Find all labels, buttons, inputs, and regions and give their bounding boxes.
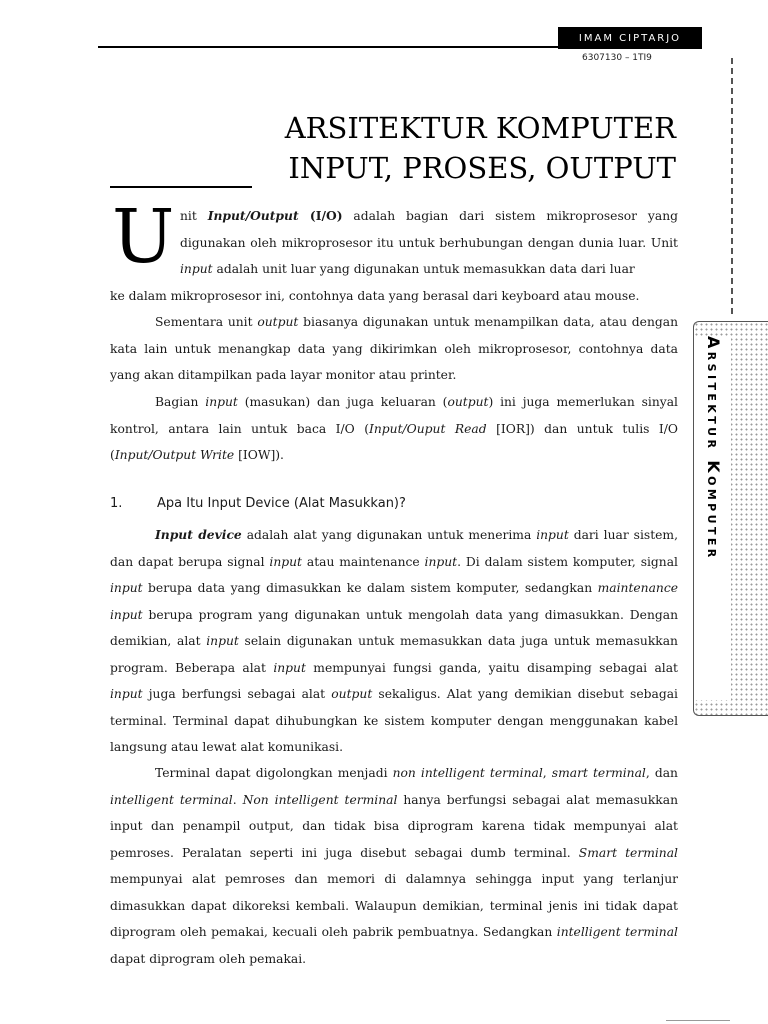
text: adalah unit luar yang digunakan untuk memasukkan data dari luar	[212, 262, 635, 276]
text: Non intelligent terminal	[242, 792, 398, 807]
header-rule	[98, 46, 558, 48]
text: intelligent terminal	[110, 792, 233, 807]
text: Input/Ouput Read	[369, 421, 487, 436]
text: Sementara unit	[155, 315, 258, 329]
student-id: 6307130 – 1TI9	[582, 53, 652, 63]
text: input	[424, 554, 458, 569]
text: ,	[542, 766, 552, 780]
side-tab-label: Arsitektur Komputer	[695, 336, 731, 700]
text: sekaligus. Alat yang demikian disebut sebagai terminal. Terminal dapat dihubungkan ke sistem komputer dengan menggunakan kabel langsung atau lewat alat komunikasi.	[110, 687, 678, 754]
paragraph-intro	[180, 203, 678, 283]
text: [IOR]) dan untuk tulis I/O (	[110, 421, 678, 462]
text: mempunyai alat pemroses dan memori di dalamnya sehingga input yang terlanjur dimasukkan dapat dikoreksi kembali. Walaupun demikian, terminal jenis ini tidak dapat diprogram oleh pemakai, kecuali oleh pabrik pembuatnya. Sedangkan	[110, 872, 678, 939]
text: adalah alat yang digunakan untuk menerima	[241, 528, 537, 542]
text: adalah bagian dari sistem mikroprosesor yang digunakan oleh mikroprosesor itu untuk berhubungan dengan dunia luar. Unit	[180, 209, 679, 250]
text: Smart terminal	[578, 845, 678, 860]
page-title-line2: INPUT, PROSES, OUTPUT	[288, 151, 676, 185]
text: non intelligent terminal	[392, 766, 543, 780]
text: maintenance input	[110, 581, 678, 622]
text: berupa data yang dimasukkan ke dalam sistem komputer, sedangkan	[142, 581, 598, 595]
text: input	[536, 528, 569, 542]
text: atau maintenance	[302, 554, 425, 569]
text: output	[257, 315, 299, 329]
paragraph-input-device	[110, 522, 678, 761]
text: juga berfungsi sebagai alat	[142, 687, 332, 701]
text: input	[110, 581, 143, 595]
text: (masukan) dan juga keluaran (	[237, 395, 448, 409]
text: smart terminal	[551, 766, 646, 780]
text: Terminal dapat digolongkan menjadi	[155, 766, 393, 780]
text: mempunyai fungsi ganda, yaitu disamping sebagai alat	[305, 660, 678, 675]
text: input	[273, 660, 306, 675]
text: ) ini juga memerlukan sinyal kontrol, antara lain untuk baca I/O (	[110, 395, 678, 436]
section-heading: Apa Itu Input Device (Alat Masukkan)?	[157, 496, 406, 511]
page-title-line1: ARSITEKTUR KOMPUTER	[284, 111, 676, 145]
text: dapat diprogram oleh pemakai.	[110, 951, 307, 966]
text: (I/O)	[298, 208, 343, 223]
paragraph-output	[110, 309, 678, 389]
text: Input device	[155, 527, 242, 542]
text: selain digunakan untuk memasukkan data juga untuk memasukkan program. Beberapa alat	[110, 634, 678, 675]
text: input	[205, 395, 238, 409]
text: input	[206, 634, 239, 648]
text: input	[180, 262, 213, 276]
text: output	[447, 395, 489, 409]
text: input	[269, 554, 302, 569]
section-number: 1.	[110, 496, 123, 511]
text: . Di dalam sistem komputer, signal	[457, 554, 678, 569]
author-label: IMAM CIPTARJO	[558, 27, 702, 49]
text: dari luar sistem, dan dapat berupa signal	[110, 528, 678, 569]
text: biasanya digunakan untuk menampilkan data, atau dengan kata lain untuk menangkap data yang dikirimkan oleh mikroprosesor, contohnya data yang akan ditampilkan pada layar monitor atau printer.	[110, 315, 678, 382]
drop-cap: U	[112, 194, 175, 280]
text: Input/Output Write	[114, 448, 235, 462]
text: [IOW]).	[234, 448, 284, 462]
text: output	[331, 687, 373, 701]
text: , dan	[645, 766, 678, 780]
side-dashed-line	[731, 58, 733, 314]
text: berupa program yang digunakan untuk mengolah data yang dimasukkan. Dengan demikian, alat	[110, 607, 678, 648]
text: nit	[180, 209, 208, 223]
paragraph-terminal	[110, 760, 678, 972]
paragraph-io-control	[110, 389, 678, 469]
text: Bagian	[155, 395, 206, 409]
text: intelligent terminal	[556, 925, 678, 939]
footer-rule	[666, 1020, 730, 1021]
text: Input/Output	[207, 208, 299, 223]
title-rule	[110, 186, 252, 188]
text: hanya berfungsi sebagai alat memasukkan input dan penampil output, dan tidak bisa diprogram karena tidak mempunyai alat pemroses. Peralatan seperti ini juga disebut sebagai dumb terminal.	[110, 792, 679, 860]
paragraph-intro-cont: ke dalam mikroprosesor ini, contohnya data yang berasal dari keyboard atau mouse.	[110, 289, 640, 303]
text: input	[110, 687, 143, 701]
text: .	[232, 792, 243, 807]
